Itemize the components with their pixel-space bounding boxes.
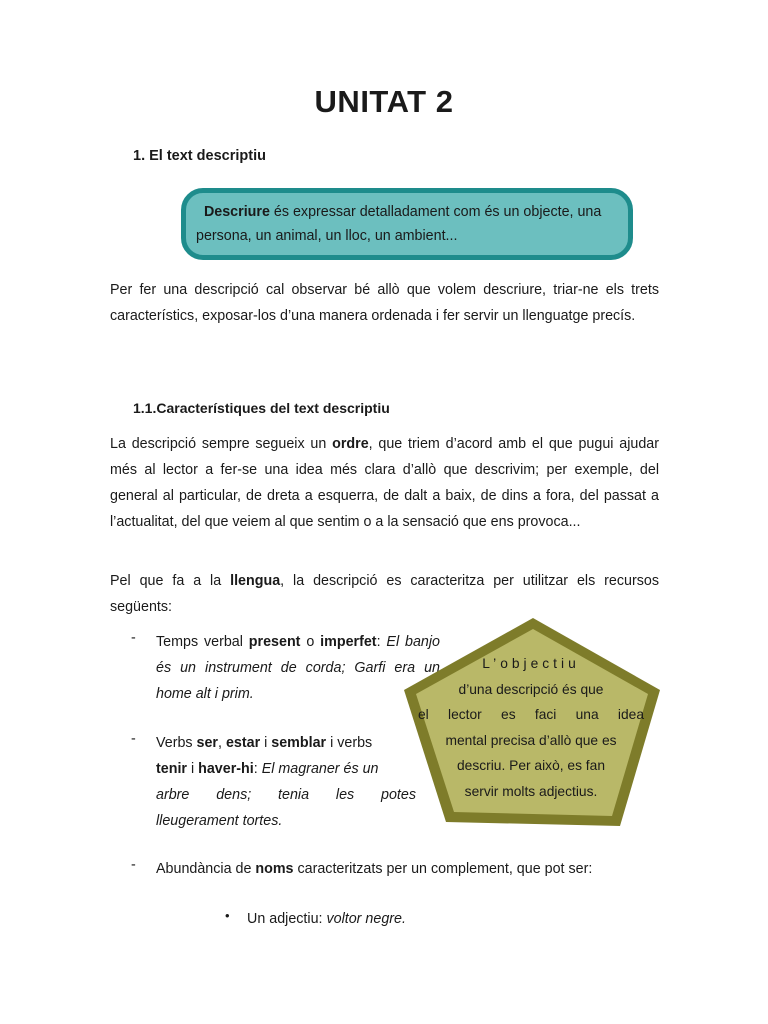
subsection-heading: 1.1.Característiques del text descriptiu <box>133 400 390 416</box>
callout-line: mental precisa d’allò que es <box>445 732 617 748</box>
sub-list-item <box>247 906 406 932</box>
list-bold: tenir <box>156 761 187 777</box>
callout-line: descriu. Per això, es fan <box>456 758 605 773</box>
list-bold: semblar <box>271 735 327 751</box>
definition-term: Descriure <box>203 204 270 220</box>
list-example: voltor negre. <box>326 911 406 927</box>
list-item <box>156 856 656 882</box>
paragraph-order <box>110 431 659 535</box>
list-bold: estar <box>225 735 261 751</box>
list-bold: haver-hi <box>198 761 254 777</box>
list-line <box>156 808 416 834</box>
paragraph-bold: ordre <box>332 436 369 452</box>
list-bold: noms <box>255 861 294 877</box>
list-text: Temps verbal <box>156 634 249 650</box>
list-text: i <box>186 761 199 777</box>
list-text: o <box>300 634 321 650</box>
list-line <box>156 730 416 756</box>
list-text: caracteritzats per un complement, que pot ser: <box>293 861 593 877</box>
list-example: arbre dens; tenia les potes <box>156 787 416 803</box>
list-text: Abundància de <box>156 861 256 877</box>
list-example: El banjo és un instrument de corda; Garfi era un home alt i prim. <box>156 634 440 702</box>
bullet-icon: • <box>225 908 230 923</box>
paragraph-intro: Per fer una descripció cal observar bé allò que volem descriure, triar-ne els trets característics, exposar-los d’una manera ordenada i fer servir un llenguatge precís. <box>110 282 659 324</box>
list-text: i verbs <box>326 735 373 751</box>
paragraph-text: , que triem d’acord amb el que pugui ajudar més al lector a fer-se una idea més clara d’allò que descrivim; per exemple, del general al particular, de dreta a esquerra, de dalt a baix, de dins a fora, del passat a l’actualitat, del que veiem al que sentim o a la sensació que ens provoca... <box>110 436 659 530</box>
list-dash: - <box>131 630 136 646</box>
paragraph-text: Pel que fa a la <box>110 573 231 589</box>
paragraph-text: , la descripció es caracteritza per utilitzar els recursos següents: <box>110 573 659 615</box>
callout-line: el lector es faci una idea <box>418 707 644 722</box>
callout-line: L’objectiu <box>482 656 580 671</box>
list-text: Un adjectiu: <box>247 911 327 927</box>
list-line <box>156 756 416 782</box>
list-bold: ser <box>196 735 218 751</box>
list-text: : <box>376 634 387 650</box>
callout-text <box>418 651 644 804</box>
list-text: i <box>260 735 272 751</box>
list-dash: - <box>131 857 136 873</box>
list-item <box>156 730 416 834</box>
definition-text <box>196 200 616 248</box>
list-example: lleugerament tortes. <box>156 813 283 829</box>
list-line <box>156 782 416 808</box>
list-bold: present <box>248 634 301 650</box>
paragraph-bold: llengua <box>230 573 281 589</box>
callout-line: d’una descripció és que <box>458 681 604 697</box>
list-dash: - <box>131 731 136 747</box>
list-bold: imperfet <box>320 634 377 650</box>
definition-body: és expressar detalladament com és un objecte, una persona, un animal, un lloc, un ambient... <box>196 204 602 244</box>
callout-line: servir molts adjectius. <box>464 783 598 799</box>
section-heading: 1. El text descriptiu <box>133 148 266 164</box>
paragraph-text: La descripció sempre segueix un <box>110 436 333 452</box>
list-text: Verbs <box>156 735 197 751</box>
list-example: El magraner és un <box>261 761 379 777</box>
page-title: UNITAT 2 <box>314 84 454 119</box>
list-text: , <box>218 735 226 751</box>
list-text: : <box>253 761 262 777</box>
